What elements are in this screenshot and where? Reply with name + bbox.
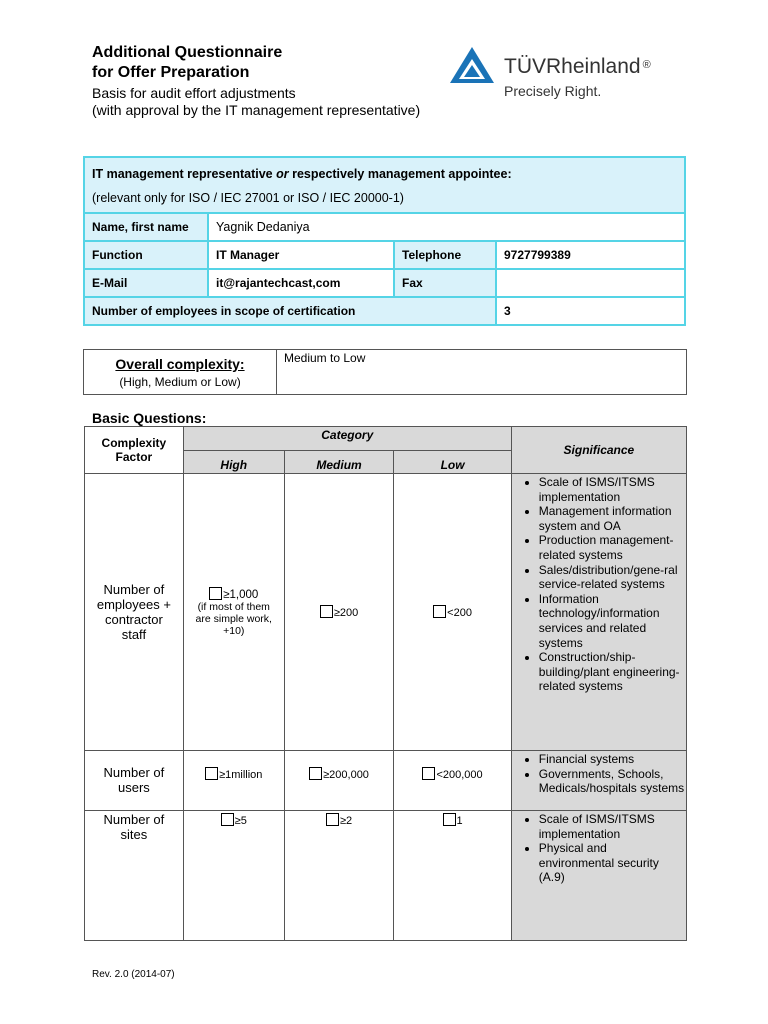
sites-medium-checkbox[interactable]	[326, 813, 339, 826]
list-item: • Construction/ship-building/plant engineering-related systems	[539, 650, 685, 694]
name-field[interactable]: Yagnik Dedaniya	[208, 213, 685, 241]
list-item: • Sales/distribution/gene-ral service-related systems	[539, 563, 685, 592]
factor-users: Number of users	[85, 751, 184, 811]
basic-questions-heading: Basic Questions:	[92, 410, 207, 426]
sites-high-checkbox[interactable]	[221, 813, 234, 826]
representative-info-header: IT management representative or respectively management appointee: (relevant only for ISO / IEC 27001 or ISO / IEC 20000-1)	[84, 157, 685, 213]
list-item: • Scale of ISMS/ITSMS implementation	[539, 812, 685, 841]
overall-complexity-label-cell: Overall complexity: (High, Medium or Low)	[84, 350, 277, 395]
list-item: • Physical and environmental security (A.9)	[539, 841, 685, 885]
email-field[interactable]: it@rajantechcast,com	[208, 269, 394, 297]
factor-employees: Number of employees + contractor staff	[85, 474, 184, 751]
sites-high-option[interactable]: ≥5	[183, 811, 284, 941]
brand-logo-text: TÜVRheinland ®	[504, 55, 651, 78]
sites-low-checkbox[interactable]	[443, 813, 456, 826]
revision-footer: Rev. 2.0 (2014-07)	[92, 969, 175, 980]
employees-medium-checkbox[interactable]	[320, 605, 333, 618]
users-low-option[interactable]: <200,000	[394, 751, 511, 811]
table-row	[85, 474, 687, 751]
fax-label: Fax	[394, 269, 496, 297]
users-high-checkbox[interactable]	[205, 767, 218, 780]
tuv-triangle-logo-icon	[448, 45, 496, 85]
basic-questions-table	[84, 426, 687, 941]
list-item: • Management information system and OA	[539, 504, 685, 533]
low-header: Low	[394, 451, 511, 474]
list-item: • Production management-related systems	[539, 533, 685, 562]
overall-complexity-field[interactable]: Medium to Low	[277, 350, 687, 395]
category-header: Category	[183, 427, 511, 451]
employees-significance	[511, 474, 686, 751]
employees-field[interactable]: 3	[496, 297, 685, 325]
brand-tagline: Precisely Right.	[504, 83, 602, 99]
telephone-label: Telephone	[394, 241, 496, 269]
function-field[interactable]: IT Manager	[208, 241, 394, 269]
table-row	[85, 811, 687, 941]
document-subtitle: Basis for audit effort adjustments (with approval by the IT management representative)	[92, 85, 421, 118]
users-medium-checkbox[interactable]	[309, 767, 322, 780]
employees-label: Number of employees in scope of certification	[84, 297, 496, 325]
list-item: • Financial systems	[539, 752, 685, 767]
fax-field[interactable]	[496, 269, 685, 297]
name-label: Name, first name	[84, 213, 208, 241]
medium-header: Medium	[284, 451, 394, 474]
users-medium-option[interactable]: ≥200,000	[284, 751, 394, 811]
employees-low-option[interactable]: <200	[394, 474, 511, 751]
representative-info-table	[83, 156, 686, 326]
sites-medium-option[interactable]: ≥2	[284, 811, 394, 941]
high-header: High	[183, 451, 284, 474]
users-significance	[511, 751, 686, 811]
users-low-checkbox[interactable]	[422, 767, 435, 780]
complexity-factor-header: Complexity Factor	[85, 427, 184, 474]
overall-complexity-table	[83, 349, 687, 395]
sites-low-option[interactable]: 1	[394, 811, 511, 941]
telephone-field[interactable]: 9727799389	[496, 241, 685, 269]
list-item: • Governments, Schools, Medicals/hospitals systems	[539, 767, 685, 796]
email-label: E-Mail	[84, 269, 208, 297]
employees-high-option[interactable]: ≥1,000 (if most of them are simple work, +10)	[183, 474, 284, 751]
employees-medium-option[interactable]: ≥200	[284, 474, 394, 751]
sites-significance	[511, 811, 686, 941]
users-high-option[interactable]: ≥1million	[183, 751, 284, 811]
table-row	[85, 751, 687, 811]
employees-high-checkbox[interactable]	[209, 587, 222, 600]
employees-low-checkbox[interactable]	[433, 605, 446, 618]
list-item: • Scale of ISMS/ITSMS implementation	[539, 475, 685, 504]
document-title: Additional Questionnaire for Offer Preparation	[92, 44, 283, 81]
factor-sites: Number of sites	[85, 811, 184, 941]
list-item: • Information technology/information services and related systems	[539, 592, 685, 650]
significance-header: Significance	[511, 427, 686, 474]
function-label: Function	[84, 241, 208, 269]
